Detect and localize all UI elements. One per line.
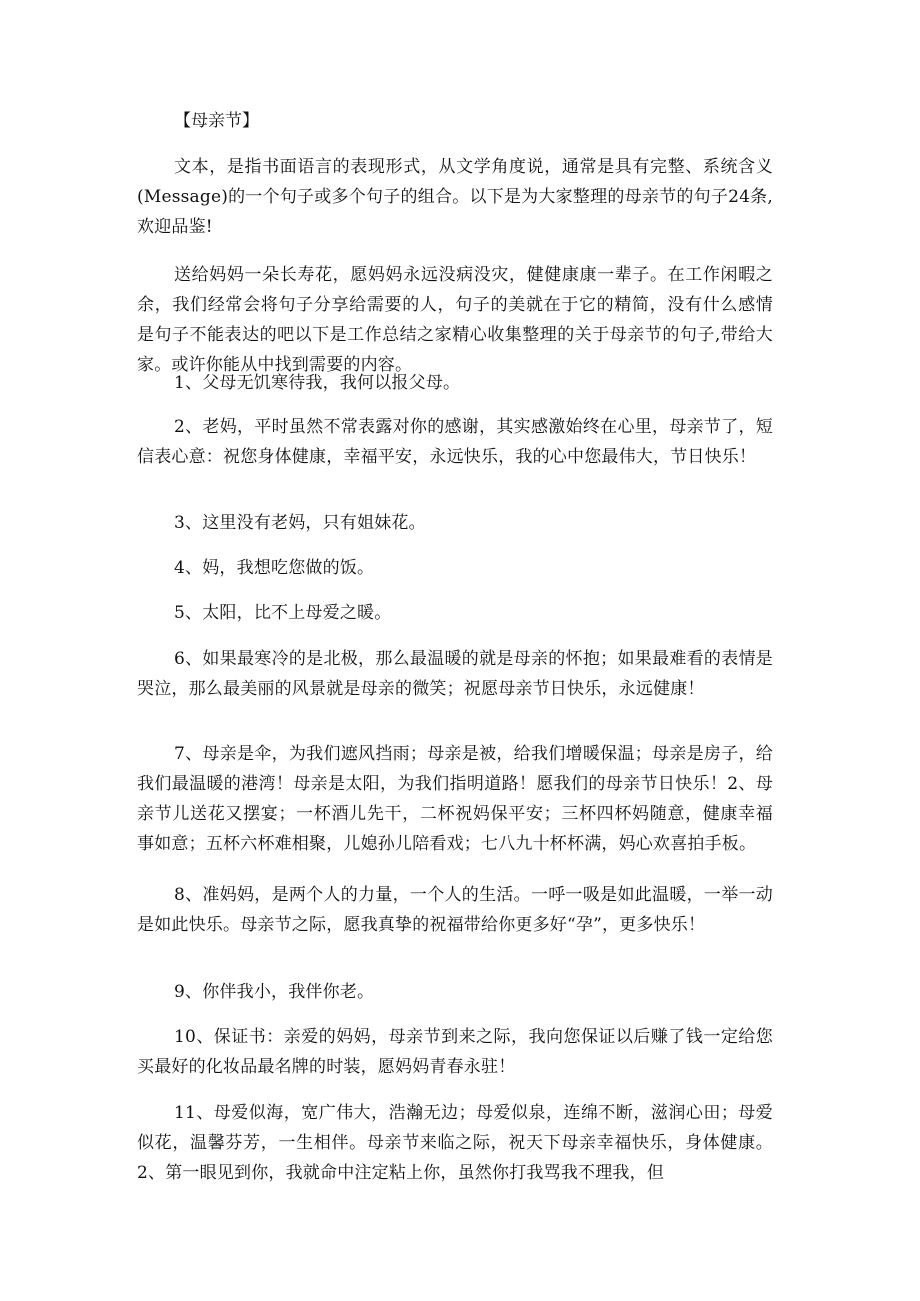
- paragraph-preface: 送给妈妈一朵长寿花，愿妈妈永远没病没灾，健健康康一辈子。在工作闲暇之余，我们经常会将句子分享给需要的人，句子的美就在于它的精简，没有什么感情是句子不能表达的吧以下是工作总结之家精心收集整理的关于母亲节的句子,带给大家。或许你能从中找到需要的内容。: [137, 265, 773, 375]
- paragraph-item-3: 3、这里没有老妈，只有姐妹花。: [174, 513, 426, 533]
- paragraph-item-11: 11、母爱似海，宽广伟大，浩瀚无边；母爱似泉，连绵不断，滋润心田；母爱似花，温馨芬芳，一生相伴。母亲节来临之际，祝天下母亲幸福快乐，身体健康。2、第一眼见到你，我就命中注定粘上你，虽然你打我骂我不理我，但: [137, 1103, 773, 1183]
- paragraph-intro: 文本，是指书面语言的表现形式，从文学角度说，通常是具有完整、系统含义(Message)的一个句子或多个句子的组合。以下是为大家整理的母亲节的句子24条,欢迎品鉴!: [137, 157, 773, 237]
- paragraph-item-7: 7、母亲是伞，为我们遮风挡雨；母亲是被，给我们增暖保温；母亲是房子，给我们最温暖的港湾！母亲是太阳，为我们指明道路！愿我们的母亲节日快乐！2、母亲节儿送花又摆宴；一杯酒儿先干，二杯祝妈保平安；三杯四杯妈随意，健康幸福事如意；五杯六杯难相聚，儿媳孙儿陪看戏；七八九十杯杯满，妈心欢喜拍手板。: [137, 744, 773, 854]
- paragraph-item-4: 4、妈，我想吃您做的饭。: [174, 558, 375, 578]
- paragraph-item-9: 9、你伴我小，我伴你老。: [174, 982, 375, 1002]
- paragraph-item-10: 10、保证书：亲爱的妈妈，母亲节到来之际，我向您保证以后赚了钱一定给您买最好的化妆品最名牌的时装，愿妈妈青春永驻！: [137, 1027, 773, 1077]
- document-title: 【母亲节】: [174, 111, 259, 131]
- paragraph-item-2: 2、老妈，平时虽然不常表露对你的感谢，其实感激始终在心里，母亲节了，短信表心意：祝您身体健康，幸福平安，永远快乐，我的心中您最伟大，节日快乐！: [137, 417, 773, 467]
- paragraph-item-5: 5、太阳，比不上母爱之暖。: [174, 603, 392, 623]
- paragraph-item-1: 1、父母无饥寒待我，我何以报父母。: [174, 373, 461, 393]
- paragraph-item-8: 8、准妈妈，是两个人的力量，一个人的生活。一呼一吸是如此温暖，一举一动是如此快乐。母亲节之际，愿我真挚的祝福带给你更多好“孕”，更多快乐！: [137, 885, 773, 935]
- paragraph-item-6: 6、如果最寒冷的是北极，那么最温暖的就是母亲的怀抱；如果最难看的表情是哭泣，那么最美丽的风景就是母亲的微笑；祝愿母亲节日快乐，永远健康！: [137, 649, 773, 699]
